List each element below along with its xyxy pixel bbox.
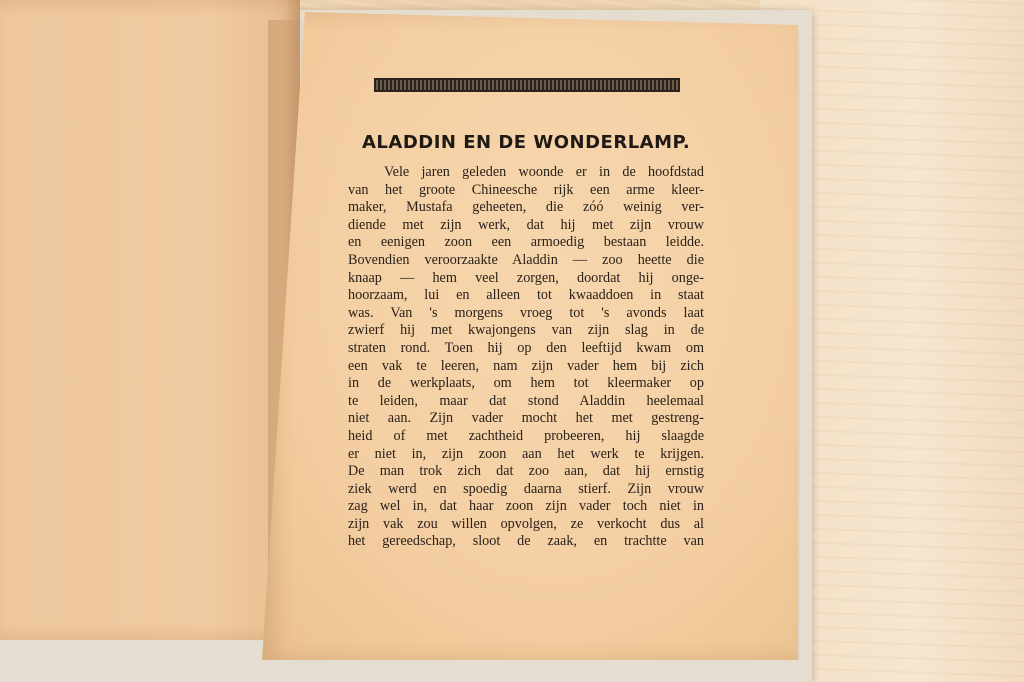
text-line: zijn vak zou willen opvolgen, ze verkocht dus al bbox=[348, 515, 704, 532]
text-line: knaap — hem veel zorgen, doordat hij onge- bbox=[348, 269, 704, 286]
decorative-header-ornament bbox=[374, 78, 680, 92]
text-line: en eenigen zoon een armoedig bestaan leidde. bbox=[348, 234, 704, 251]
text-line: ziek werd en spoedig daarna stierf. Zijn vrouw bbox=[348, 480, 704, 497]
text-line: zwierf hij met kwajongens van zijn slag in de bbox=[348, 322, 704, 339]
text-line: was. Van 's morgens vroeg tot 's avonds laat bbox=[348, 304, 704, 321]
text-line: niet aan. Zijn vader mocht het met gestreng- bbox=[348, 410, 704, 427]
text-line: in de werkplaats, om hem tot kleermaker op bbox=[348, 375, 704, 392]
text-line: een vak te leeren, nam zijn vader hem bij zich bbox=[348, 357, 704, 374]
text-line: er niet in, zijn zoon aan het werk te krijgen. bbox=[348, 445, 704, 462]
text-line: Bovendien veroorzaakte Aladdin — zoo heette die bbox=[348, 251, 704, 268]
text-line: zag wel in, dat haar zoon zijn vader toch niet in bbox=[348, 498, 704, 515]
chapter-body-text bbox=[348, 164, 704, 551]
text-line: te leiden, maar dat stond Aladdin heelemaal bbox=[348, 392, 704, 409]
text-line: diende met zijn werk, dat hij met zijn vrouw bbox=[348, 216, 704, 233]
text-line: van het groote Chineesche rijk een arme kleer- bbox=[348, 181, 704, 198]
left-page-blank bbox=[0, 0, 300, 640]
text-line: maker, Mustafa geheeten, die zóó weinig ver- bbox=[348, 199, 704, 216]
chapter-title: ALADDIN EN DE WONDERLAMP. bbox=[362, 132, 691, 153]
text-line: straten rond. Toen hij op den leeftijd kwam om bbox=[348, 339, 704, 356]
text-line: het gereedschap, sloot de zaak, en trachtte van bbox=[348, 533, 704, 550]
text-line: De man trok zich dat zoo aan, dat hij ernstig bbox=[348, 463, 704, 480]
text-line: heid of met zachtheid probeeren, hij slaagde bbox=[348, 427, 704, 444]
text-line: Vele jaren geleden woonde er in de hoofdstad bbox=[384, 164, 704, 180]
text-line: hoorzaam, lui en alleen tot kwaaddoen in staat bbox=[348, 287, 704, 304]
